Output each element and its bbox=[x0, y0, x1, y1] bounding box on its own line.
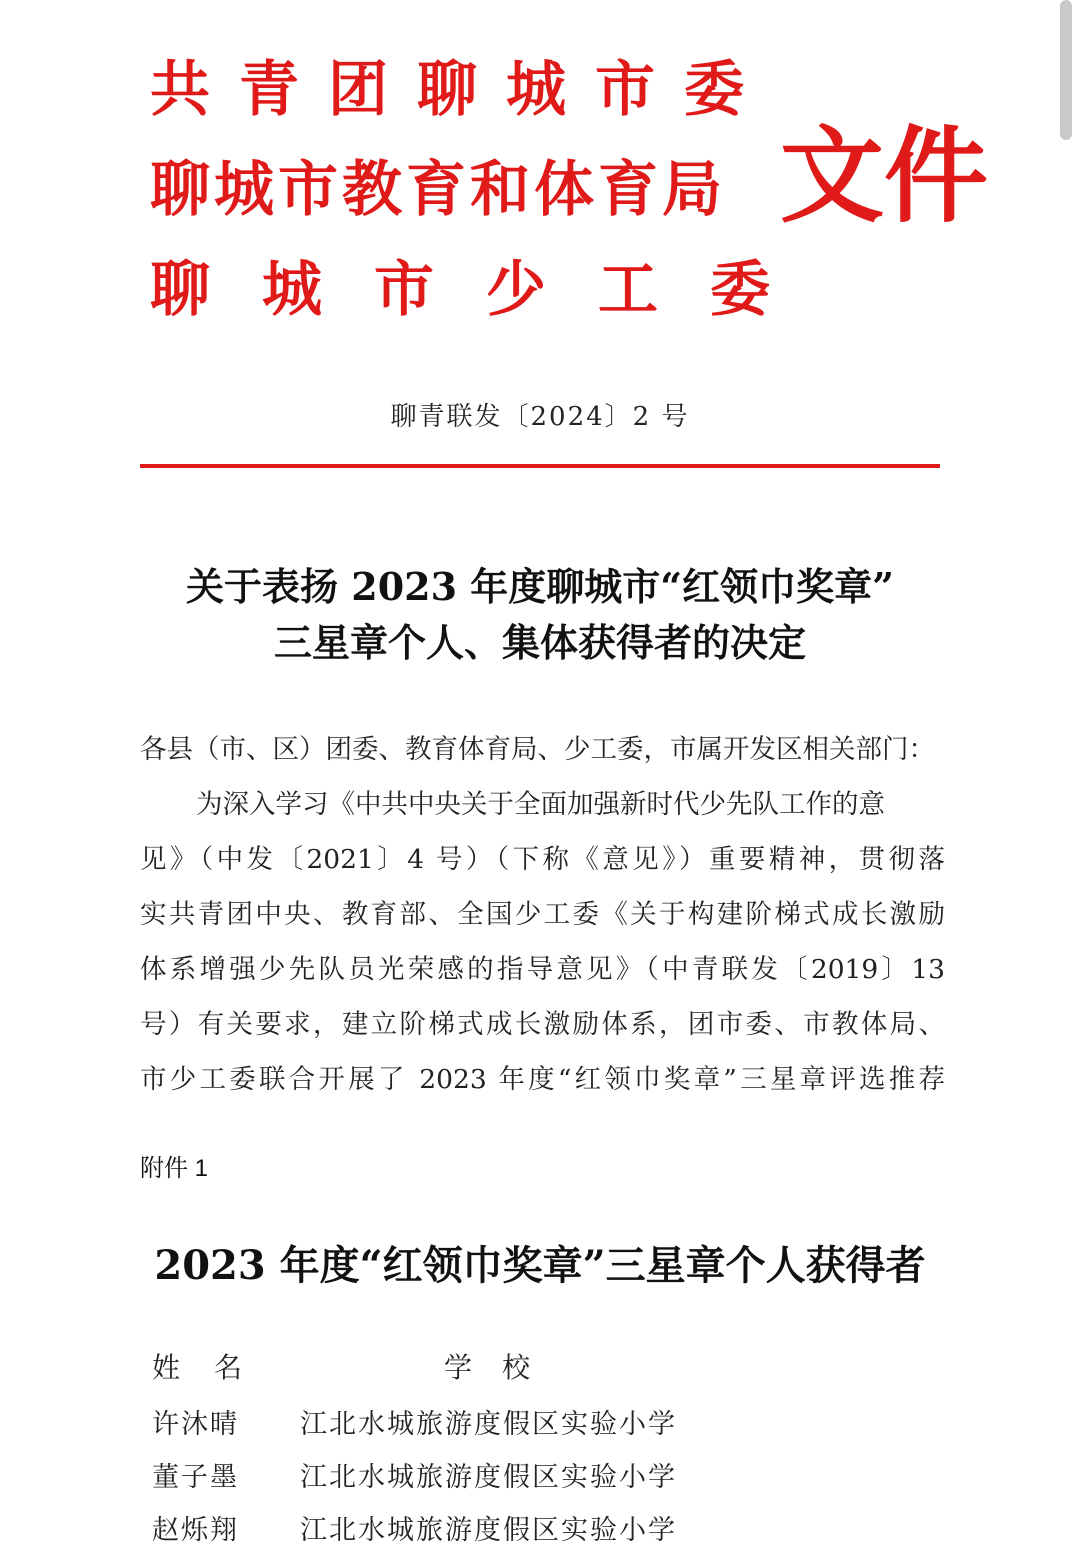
paragraph-line: 号）有关要求，建立阶梯式成长激励体系，团市委、市教体局、 bbox=[140, 1009, 945, 1040]
document-header bbox=[150, 52, 989, 342]
column-header-name: 姓名 bbox=[152, 1351, 277, 1384]
body-paragraph bbox=[140, 777, 945, 1107]
recipient-school: 江北水城旅游度假区实验小学 bbox=[300, 1462, 677, 1493]
red-divider bbox=[140, 464, 940, 468]
paragraph-line: 实共青团中央、教育部、全国少工委《关于构建阶梯式成长激励 bbox=[140, 899, 945, 930]
issuer-line-youth-league: 共青团聊城市委 bbox=[150, 55, 773, 125]
recipient-school: 江北水城旅游度假区实验小学 bbox=[300, 1515, 677, 1546]
paragraph-line: 市少工委联合开展了 2023 年度“红领巾奖章”三星章评选推荐 bbox=[140, 1064, 945, 1095]
table-row bbox=[0, 1455, 1080, 1505]
document-number: 聊青联发〔2024〕2 号 bbox=[390, 402, 690, 432]
issuer-line-pioneer-committee: 聊城市少工委 bbox=[150, 255, 822, 325]
table-row bbox=[0, 1402, 1080, 1452]
document-title-line-1: 关于表扬 2023 年度聊城市“红领巾奖章” bbox=[186, 564, 894, 609]
paragraph-line: 见》（中发〔2021〕4 号）（下称《意见》）重要精神，贯彻落 bbox=[140, 844, 945, 875]
recipient-name: 赵烁翔 bbox=[152, 1515, 239, 1546]
column-header-school: 学校 bbox=[444, 1351, 561, 1384]
recipient-school: 江北水城旅游度假区实验小学 bbox=[300, 1409, 677, 1440]
salutation: 各县（市、区）团委、教育体育局、少工委，市属开发区相关部门： bbox=[140, 734, 935, 765]
document-title-line-2: 三星章个人、集体获得者的决定 bbox=[273, 620, 806, 665]
table-row bbox=[0, 1508, 1080, 1558]
document-type-label: 文件 bbox=[780, 114, 989, 237]
attachment-title: 2023 年度“红领巾奖章”三星章个人获得者 bbox=[154, 1242, 926, 1289]
paragraph-line: 为深入学习《中共中央关于全面加强新时代少先队工作的意 bbox=[196, 789, 885, 820]
paragraph-line: 体系增强少先队员光荣感的指导意见》（中青联发〔2019〕13 bbox=[140, 954, 945, 985]
recipient-name: 董子墨 bbox=[152, 1462, 239, 1493]
recipient-name: 许沐晴 bbox=[152, 1409, 239, 1440]
attachment-label: 附件 1 bbox=[140, 1155, 209, 1182]
issuer-line-education-bureau: 聊城市教育和体育局 bbox=[150, 155, 726, 225]
scrollbar[interactable] bbox=[1060, 0, 1072, 140]
